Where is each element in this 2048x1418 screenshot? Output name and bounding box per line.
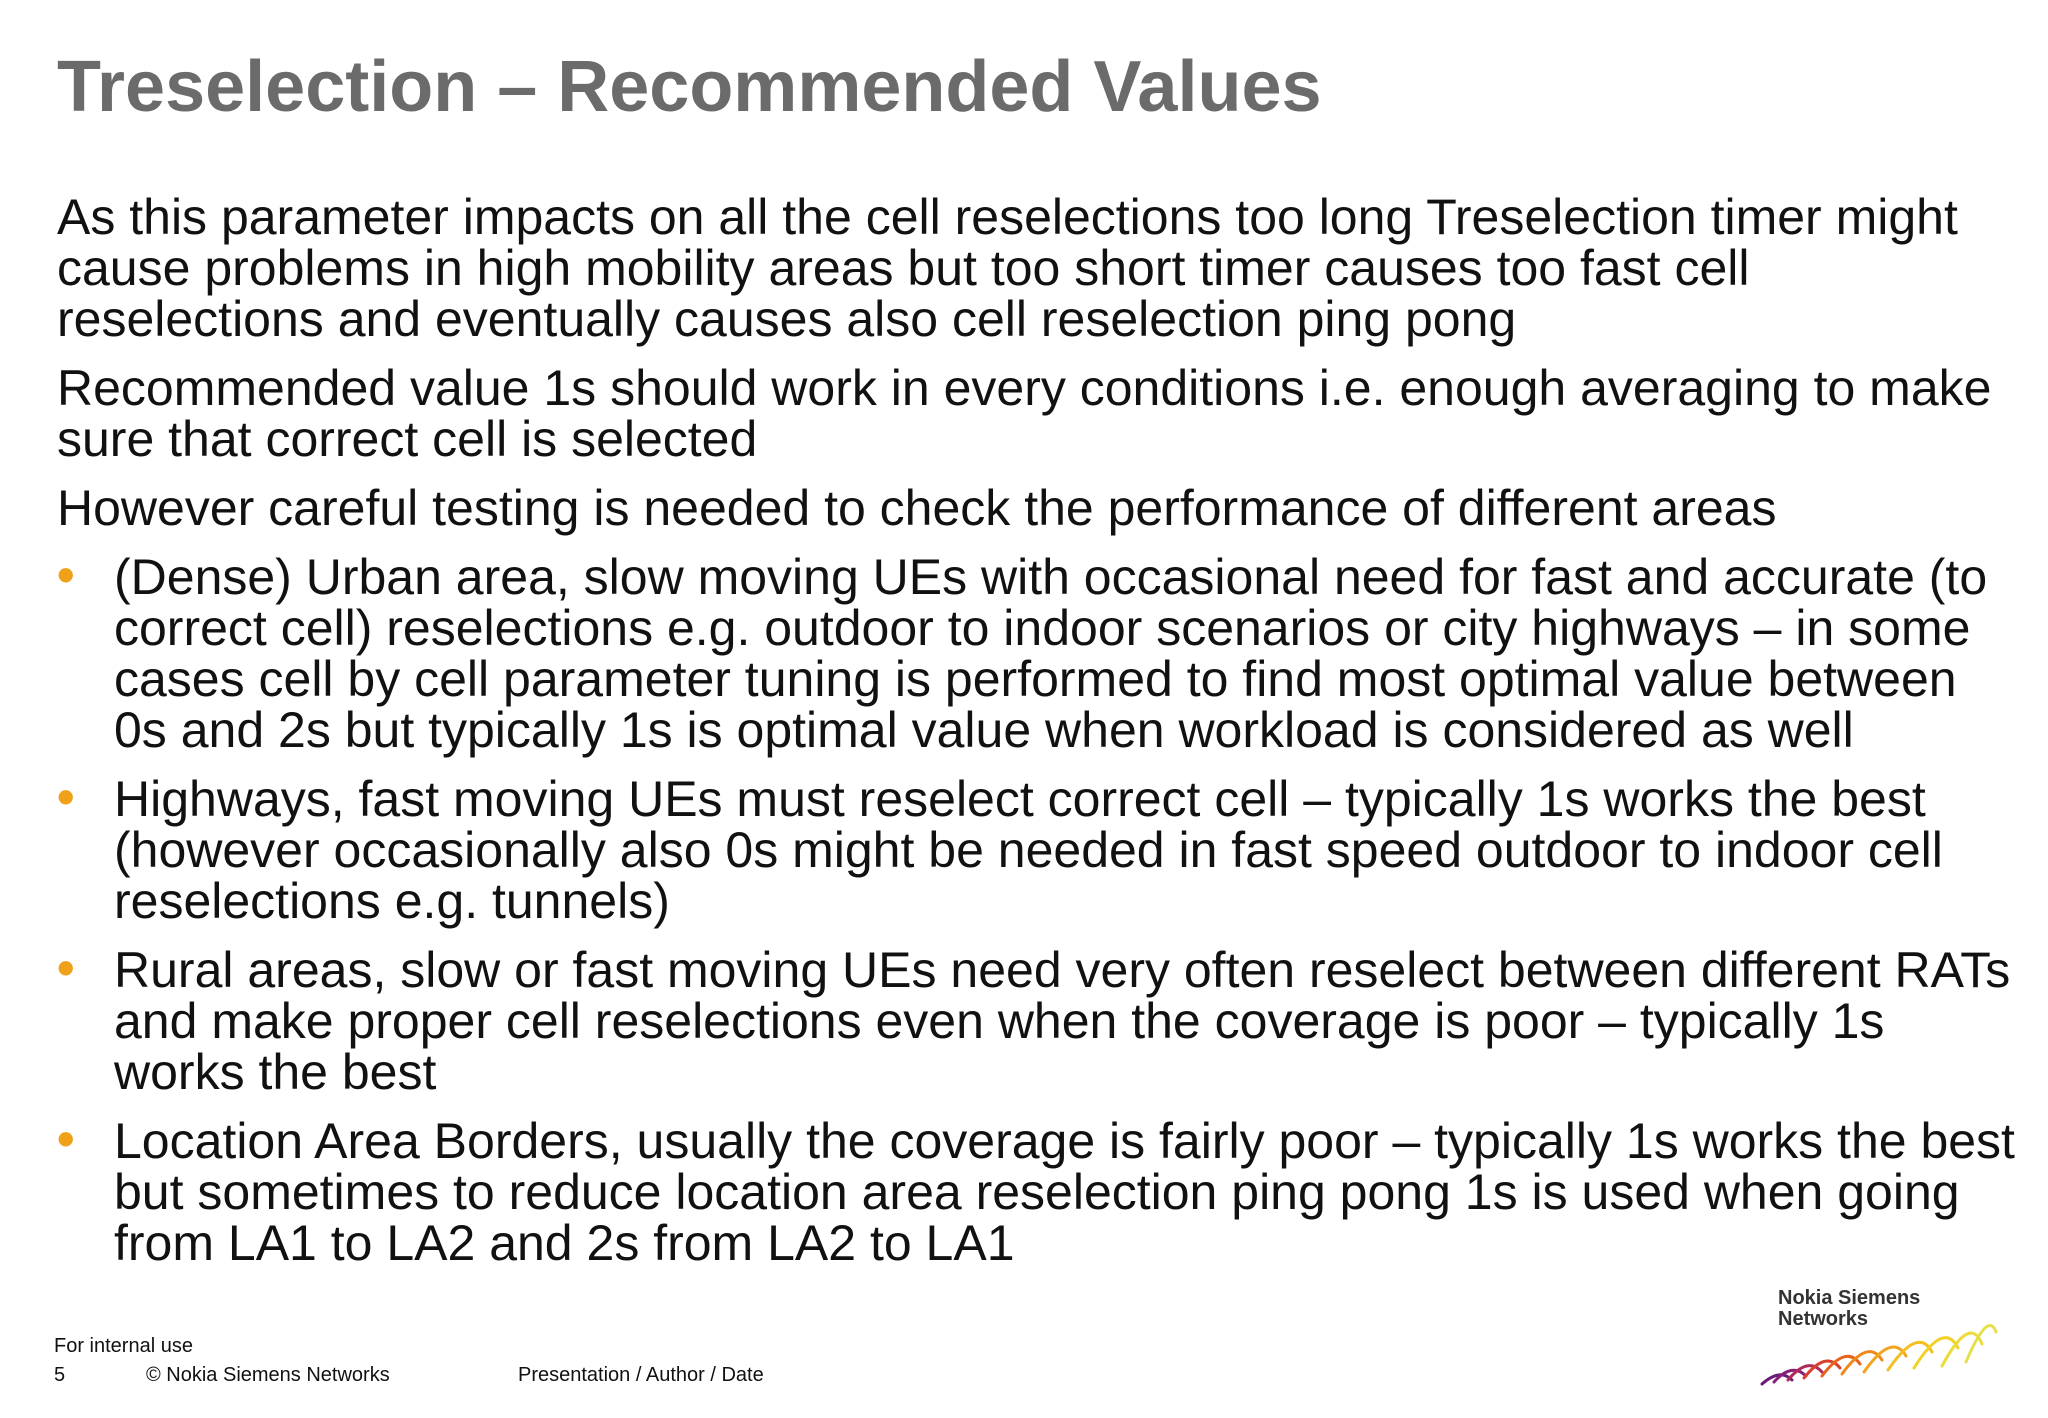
bullet-text: Rural areas, slow or fast moving UEs need very often reselect between different RATs and make proper cell reselections even when the coverage is poor – typically 1s works the best xyxy=(114,942,2011,1100)
logo-line1: Nokia Siemens xyxy=(1778,1287,1921,1309)
bullet-text: Highways, fast moving UEs must reselect correct cell – typically 1s works the best (however occasionally also 0s might be needed in fast speed outdoor to indoor cell reselections e.g. tunnels) xyxy=(114,771,1943,929)
bullet-item xyxy=(57,769,2017,929)
slide-title: Treselection – Recommended Values xyxy=(57,47,1322,127)
logo-line2: Networks xyxy=(1778,1308,1869,1330)
bullet-list xyxy=(57,547,2017,1271)
bullet-icon: • xyxy=(57,1111,75,1167)
bullet-item xyxy=(57,547,2017,758)
bullet-icon: • xyxy=(57,940,75,996)
classification-label: For internal use xyxy=(54,1335,193,1357)
bullet-text: (Dense) Urban area, slow moving UEs with occasional need for fast and accurate (to correct cell) reselections e.g. outdoor to indoor scenarios or city highways – in some cases cell by cell parameter tuning is performed to find most optimal value between 0s and 2s but typically 1s is optimal value when workload is considered as well xyxy=(114,549,1988,758)
presentation-info: Presentation / Author / Date xyxy=(518,1364,764,1386)
page-number: 5 xyxy=(54,1364,66,1386)
bullet-text: Location Area Borders, usually the coverage is fairly poor – typically 1s works the best but sometimes to reduce location area reselection ping pong 1s is used when going from LA1 to LA2 and 2s from LA2 to LA1 xyxy=(114,1113,2015,1271)
bullet-icon: • xyxy=(57,769,75,825)
logo-text xyxy=(1778,1288,1920,1330)
paragraph: However careful testing is needed to check the performance of different areas xyxy=(57,480,1777,536)
slide-body xyxy=(57,189,2017,1287)
bullet-item xyxy=(57,940,2017,1100)
paragraph: As this parameter impacts on all the cell reselections too long Treselection timer might cause problems in high mobility areas but too short timer causes too fast cell reselections and eventually causes also cell reselection ping pong xyxy=(57,189,1958,347)
company-logo xyxy=(1752,1288,2002,1388)
bullet-icon: • xyxy=(57,547,75,603)
paragraph: Recommended value 1s should work in every conditions i.e. enough averaging to make sure that correct cell is selected xyxy=(57,360,1992,467)
copyright: © Nokia Siemens Networks xyxy=(146,1364,390,1386)
bullet-item xyxy=(57,1111,2017,1271)
